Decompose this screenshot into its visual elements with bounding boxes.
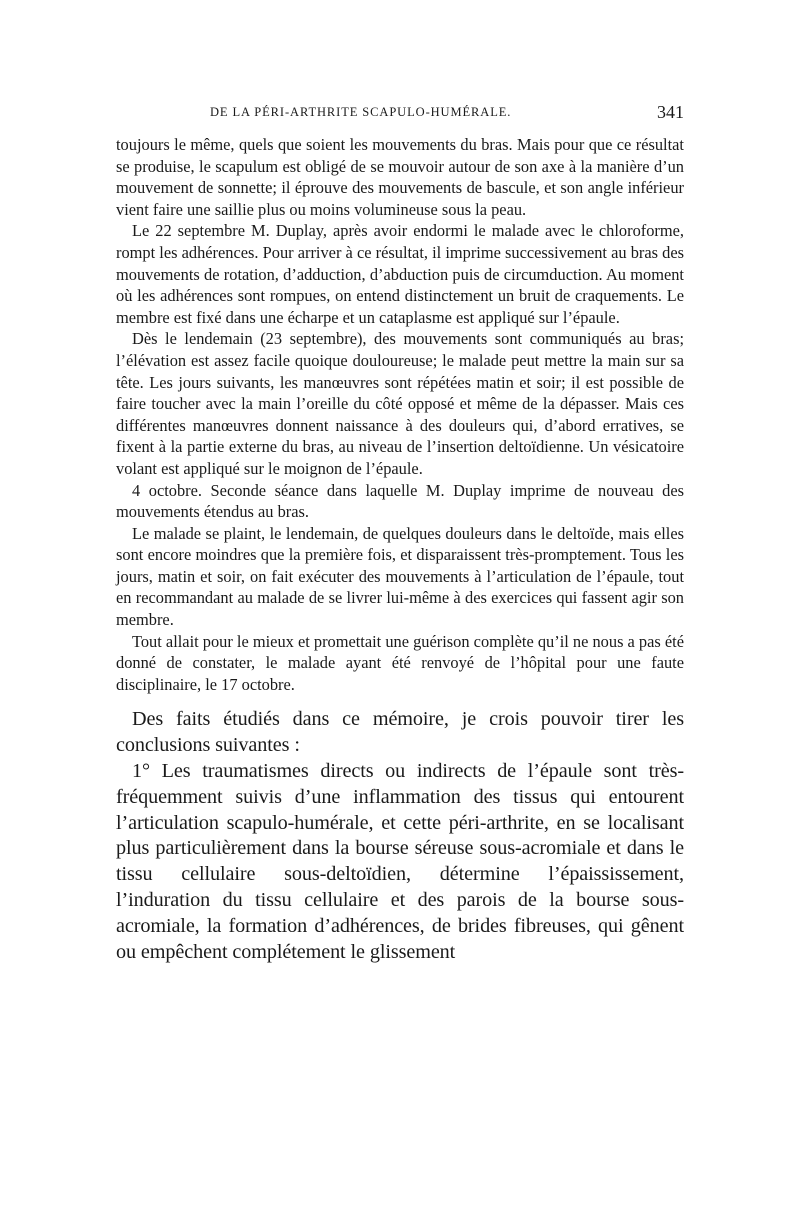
paragraph-sept-23: Dès le lendemain (23 septembre), des mouvements sont communiqués au bras; l’élévation est assez facile quoique douloureuse; le malade peut mettre la main sur sa tête. Les jours suivants, les manœuvres sont répétées matin et soir; il est possible de faire toucher avec la main l’oreille du côté opposé et même de la dépasser. Mais ces différentes manœuvres donnent naissance à des douleurs qui, d’abord erratives, se fixent à la partie externe du bras, au niveau de l’insertion deltoïdienne. Un vésicatoire volant est appliqué sur le moignon de l’épaule. [116, 329, 684, 478]
conclusions-text [116, 707, 684, 965]
conclusion-1: 1° Les traumatismes directs ou indirects de l’épaule sont très-fréquemment suivis d’une inflammation des tissus qui entourent l’articulation scapulo-humérale, et cette péri-arthrite, en se localisant plus particulièrement dans la bourse séreuse sous-acromiale et dans le tissu cellulaire sous-deltoïdien, détermine l’épaississement, l’induration du tissu cellulaire et des parois de la bourse sous-acromiale, la formation d’adhérences, de brides fibreuses, qui gênent ou empêchent complétement le glissement [116, 760, 684, 963]
running-header [116, 100, 684, 124]
conclusions-intro: Des faits étudiés dans ce mémoire, je crois pouvoir tirer les conclusions suivantes : [116, 708, 684, 757]
paragraph-oct-4: 4 octobre. Seconde séance dans laquelle M. Duplay imprime de nouveau des mouvements étendus au bras. [116, 480, 684, 522]
paragraph-next-day: Le malade se plaint, le lendemain, de quelques douleurs dans le deltoïde, mais elles sont encore moindres que la première fois, et disparaissent très-promptement. Tous les jours, matin et soir, on fait exécuter des mouvements à l’articulation de l’épaule, tout en recommandant au malade de se livrer lui-même à des exercices qui fassent agir son membre. [116, 523, 684, 630]
paragraph-oct-17: Tout allait pour le mieux et promettait une guérison complète qu’il ne nous a pas été donné de constater, le malade ayant été renvoyé de l’hôpital pour une faute disciplinaire, le 17 octobre. [116, 631, 684, 694]
paragraph-continuation: toujours le même, quels que soient les mouvements du bras. Mais pour que ce résultat se produise, le scapulum est obligé de se mouvoir autour de son axe à la manière d’un mouvement de sonnette; il éprouve des mouvements de bascule, et son angle inférieur vient faire une saillie plus ou moins volumineuse sous la peau. [116, 135, 684, 219]
book-page [116, 100, 684, 965]
running-title: DE LA PÉRI-ARTHRITE SCAPULO-HUMÉRALE. [210, 105, 512, 119]
case-report-text [116, 134, 684, 695]
page-number: 341 [657, 102, 684, 122]
paragraph-sept-22: Le 22 septembre M. Duplay, après avoir endormi le malade avec le chloroforme, rompt les adhérences. Pour arriver à ce résultat, il imprime successivement au bras des mouvements de rotation, d’adduction, d’abduction puis de circumduction. Au moment où les adhérences sont rompues, on entend distinctement un bruit de craquements. Le membre est fixé dans une écharpe et un cataplasme est appliqué sur l’épaule. [116, 221, 684, 327]
